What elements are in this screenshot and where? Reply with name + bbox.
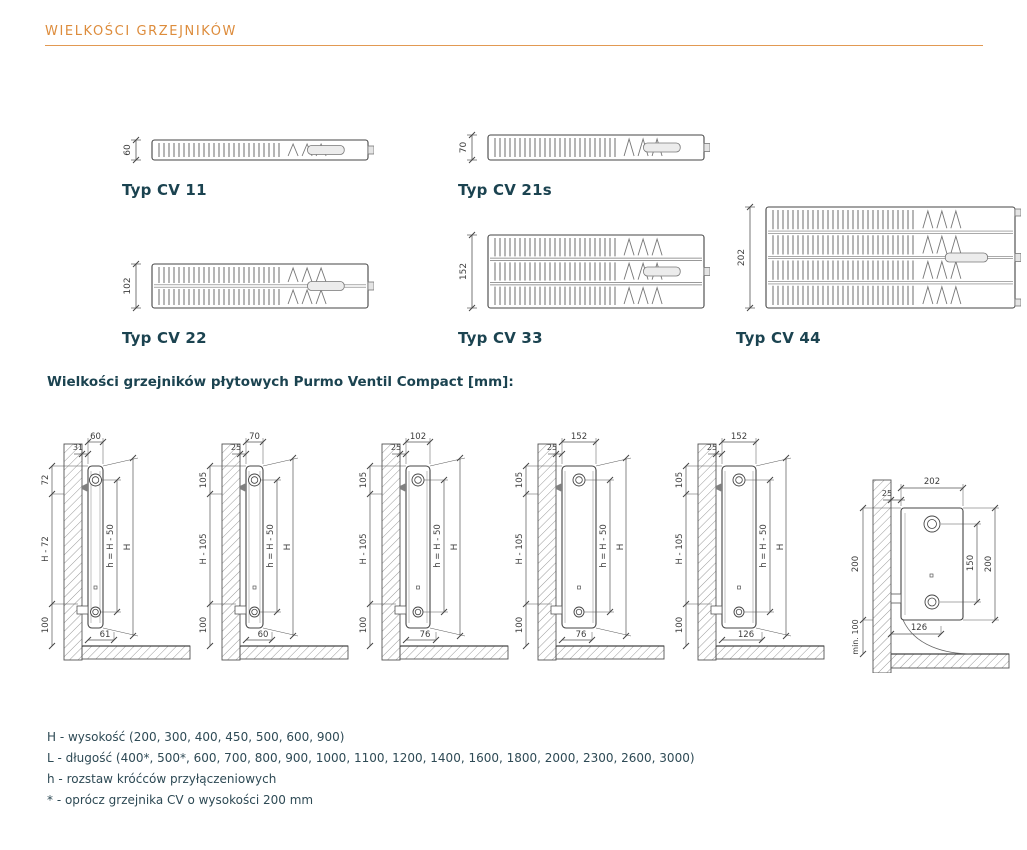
side-view-svg — [512, 428, 672, 668]
dim-label: h = H - 50 — [106, 524, 116, 568]
dim-label: 76 — [419, 630, 431, 640]
dim-label: 200 — [851, 555, 861, 573]
dim-label: 25 — [230, 443, 242, 452]
dim-label: h = H - 50 — [433, 524, 443, 568]
legend — [47, 730, 695, 814]
dim-label: 152 — [570, 432, 588, 442]
dim-label: H — [616, 543, 626, 551]
top-view-cv21s — [458, 129, 710, 199]
dim-label: 25 — [881, 489, 893, 498]
dim-label: 105 — [675, 471, 685, 489]
dim-label: 60 — [257, 630, 269, 640]
legend-line-note: * - oprócz grzejnika CV o wysokości 200 mm — [47, 793, 314, 807]
side-view-1 — [38, 428, 198, 672]
radiator-top-drawing — [736, 201, 1021, 318]
dim-label: 100 — [515, 616, 525, 634]
radiator-top-drawing — [122, 134, 374, 170]
dim-label: 100 — [199, 616, 209, 634]
dim-label: H — [776, 543, 786, 551]
dim-label: 102 — [123, 277, 133, 295]
legend-line-pitch: h - rozstaw króćców przyłączeniowych — [47, 772, 277, 786]
dim-label: 105 — [359, 471, 369, 489]
dim-label: H - 105 — [675, 533, 685, 565]
side-view-5 — [672, 428, 832, 672]
corner-installation-view — [845, 468, 1020, 677]
top-view-cv11 — [122, 134, 374, 199]
dim-label: 202 — [923, 477, 941, 487]
dim-label: H — [123, 543, 133, 551]
dim-label: 102 — [409, 432, 427, 442]
type-label-cv33: Typ CV 33 — [458, 329, 543, 347]
dim-label: H - 105 — [515, 533, 525, 565]
legend-line-height: H - wysokość (200, 300, 400, 450, 500, 600, 900) — [47, 730, 345, 744]
side-view-2 — [196, 428, 356, 672]
dim-label: 202 — [737, 248, 747, 267]
radiator-top-svg — [122, 258, 374, 314]
dim-label: 126 — [910, 623, 928, 633]
dim-label: 60 — [123, 144, 133, 156]
top-view-cv33 — [458, 229, 710, 347]
side-view-4 — [512, 428, 672, 672]
top-view-cv22 — [122, 258, 374, 347]
section-heading: Wielkości grzejników płytowych Purmo Ventil Compact [mm]: — [47, 374, 514, 390]
type-label-cv11: Typ CV 11 — [122, 181, 207, 199]
dim-label: 100 — [41, 616, 51, 634]
radiator-top-drawing — [458, 229, 710, 318]
legend-line-length: L - długość (400*, 500*, 600, 700, 800, 900, 1000, 1100, 1200, 1400, 1600, 1800, 2000, 2300, 2600, 3000) — [47, 751, 695, 765]
dim-label: 200 — [984, 555, 994, 573]
side-view-svg — [38, 428, 198, 668]
dim-label: 76 — [575, 630, 587, 640]
dim-label: 72 — [41, 474, 51, 486]
radiator-top-svg — [736, 201, 1021, 314]
side-view-svg — [196, 428, 356, 668]
dim-label: 60 — [90, 432, 101, 442]
dim-label: H - 72 — [41, 536, 51, 562]
dim-label: H — [450, 543, 460, 551]
corner-view-svg — [845, 468, 1020, 673]
side-view-3 — [356, 428, 516, 672]
type-label-cv44: Typ CV 44 — [736, 329, 821, 347]
dim-label: H — [283, 543, 293, 551]
dim-label: h = H - 50 — [266, 524, 276, 568]
dim-label: 126 — [737, 630, 755, 640]
radiator-top-svg — [458, 129, 710, 166]
type-label-cv21s: Typ CV 21s — [458, 181, 552, 199]
side-view-svg — [672, 428, 832, 668]
radiator-top-svg — [458, 229, 710, 314]
dim-label: 31 — [72, 443, 84, 452]
dim-label: 70 — [459, 141, 469, 154]
header-rule — [45, 45, 983, 46]
dim-label: min. 100 — [851, 619, 860, 655]
dim-label: 152 — [459, 262, 469, 281]
radiator-top-drawing — [458, 129, 710, 170]
dim-label: 105 — [199, 471, 209, 489]
dim-label: h = H - 50 — [599, 524, 609, 568]
radiator-top-svg — [122, 134, 374, 166]
dim-label: 152 — [730, 432, 748, 442]
dim-label: 100 — [675, 616, 685, 634]
side-view-svg — [356, 428, 516, 668]
dim-label: h = H - 50 — [759, 524, 769, 568]
radiator-top-drawing — [122, 258, 374, 318]
dim-label: 70 — [249, 432, 260, 442]
type-label-cv22: Typ CV 22 — [122, 329, 207, 347]
dim-label: 100 — [359, 616, 369, 634]
dim-label: H - 105 — [359, 533, 369, 565]
top-view-cv44 — [736, 201, 1021, 347]
dim-label: 105 — [515, 471, 525, 489]
dim-label: 25 — [706, 443, 718, 452]
page-title: WIELKOŚCI GRZEJNIKÓW — [45, 24, 238, 39]
dim-label: H - 105 — [199, 533, 209, 565]
dim-label: 61 — [99, 630, 111, 640]
dim-label: 25 — [390, 443, 402, 452]
dim-label: 25 — [546, 443, 558, 452]
dim-label: 150 — [966, 554, 976, 572]
